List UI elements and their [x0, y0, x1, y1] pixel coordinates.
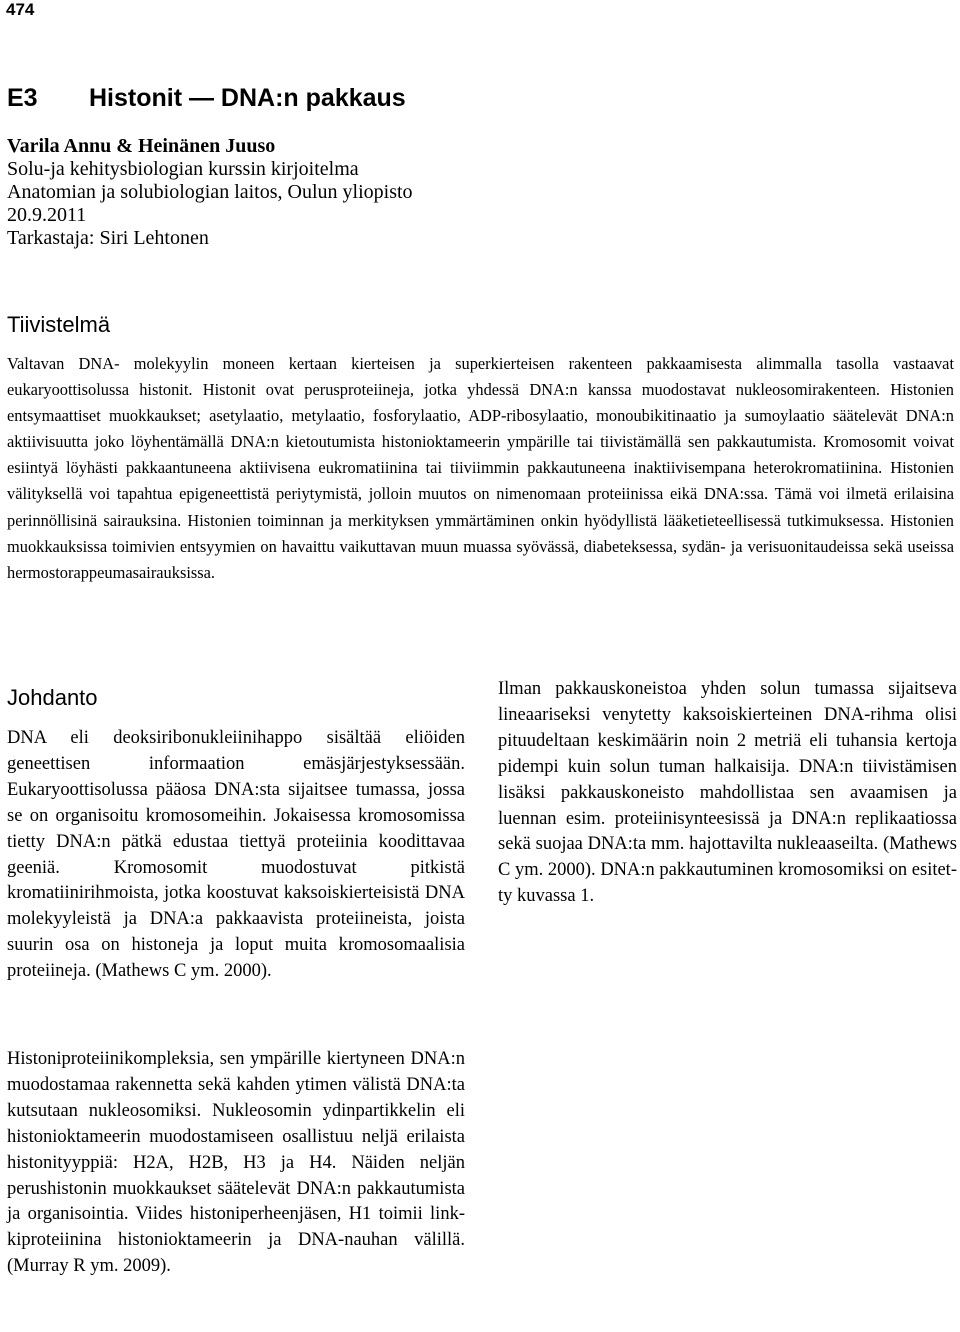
intro-paragraph-1: DNA eli deoksiribonukleiinihappo sisältää eliöiden geneettisen informaation emäsjärjestyksessään. Eukaryoottisolussa pääosa DNA:sta sijaitsee tumassa, jossa se on organisoitu kromosomeihin. Jokaisessa kromosomissa tietty DNA:n pätkä edustaa tiettyä proteiinia koodittavaa geeniä. Kromosomit muodostuvat pitkistä kromatiinirihmoista, jotka koostuvat kaksoiskierteisistä DNA molekyyleistä ja DNA:a pakkaavista proteiineista, joista suurin osa on histoneja ja loput muita kromosomaalisia proteiineja. (Mathews C ym. 2000).	[7, 728, 465, 982]
right-column-paragraph: Ilman pakkauskoneistoa yhden solun tumassa sijaitseva lineaariseksi venytetty kaksoiskierteinen DNA-rihma olisi pituudeltaan keskimäärin noin 2 metriä eli tuhansia kertoja pidempi kuin solun tuman halkaisija. DNA:n tiivistämisen lisäksi pakkauskoneisto mahdollistaa sen avaamisen ja luennan esim. proteiinisynteesissä ja DNA:n replikaatiossa sekä suojaa DNA:ta mm. hajottavilta nukleaaseilta. (Mathews C ym. 2000). DNA:n pakkautuminen kromosomiksi on esitetty kuvassa 1.	[498, 679, 957, 907]
article-meta	[7, 135, 413, 250]
intro-paragraph-2: Histoniproteiinikompleksia, sen ympärille kiertyneen DNA:n muodostamaa rakennetta sekä kahden ytimen välistä DNA:ta kutsutaan nukleosomiksi. Nukleosomin ydinpartikkelin eli histonioktameerin muodostamiseen osallistuu neljä erilaista histonityyppiä: H2A, H2B, H3 ja H4. Näiden neljän perushistonin muokkaukset säätelevät DNA:n pakkautumista ja organisointia. Viides histoniperheenjäsen, H1 toimii linkkiproteiinina histonioktameerin ja DNA-nauhan välillä. (Murray R ym. 2009).	[7, 1049, 465, 1277]
date-line: 20.9.2011	[7, 204, 87, 226]
course-line: Solu-ja kehitysbiologian kurssin kirjoitelma	[7, 158, 359, 180]
authors: Varila Annu & Heinänen Juuso	[7, 135, 276, 157]
article-title	[7, 84, 406, 113]
abstract-heading: Tiivistelmä	[7, 312, 111, 337]
intro-heading: Johdanto	[7, 685, 98, 710]
abstract-text: Valtavan DNA- molekyylin moneen kertaan kierteisen ja superkierteisen rakenteen pakkaamisesta alimmalla tasolla vastaavat eukaryoottisolussa histonit. Histonit ovat perusproteiineja, jotka yhdessä DNA:n kanssa muodostavat nukleosomirakenteen. Histonien entsymaattiset muokkaukset; asetylaatio, metylaatio, fosforylaatio, ADP-ribosylaatio, monoubikitinaatio ja sumoylaatio säätelevät DNA:n aktiivisuutta joko löyhentämällä DNA:n kietoutumista histonioktameerin ympärille tai tiivistämällä sen pakkautumista. Kromosomit voivat esiintyä löyhästi pakkaantuneena aktiivisena eukromatiinina tai tiiviimmin pakkautuneena inaktiivisempana heterokromatiinina. Histonien välityksellä voi tapahtua epigeneettistä periytymistä, jolloin muutos on nimenomaan proteiinissa eikä DNA:ssa. Tämä voi ilmetä erilaisina perinnöllisinä sairauksina. Histonien toiminnan ja merkityksen ymmärtäminen onkin hyödyllistä lääketieteellisessä tutkimuksessa. Histonien muokkauksissa toimivien entsyymien on havaittu vaikuttavan muun muassa syövässä, diabeteksessa, sydän- ja verisuonitaudeissa sekä useissa hermostorappeumasairauksissa.	[7, 354, 954, 582]
department-line: Anatomian ja solubiologian laitos, Oulun yliopisto	[7, 181, 413, 203]
article-title-text: Histonit — DNA:n pakkaus	[89, 84, 406, 112]
article-code: E3	[7, 84, 38, 112]
reviewer-line: Tarkastaja: Siri Lehtonen	[7, 227, 209, 249]
page-number: 474	[6, 0, 35, 19]
